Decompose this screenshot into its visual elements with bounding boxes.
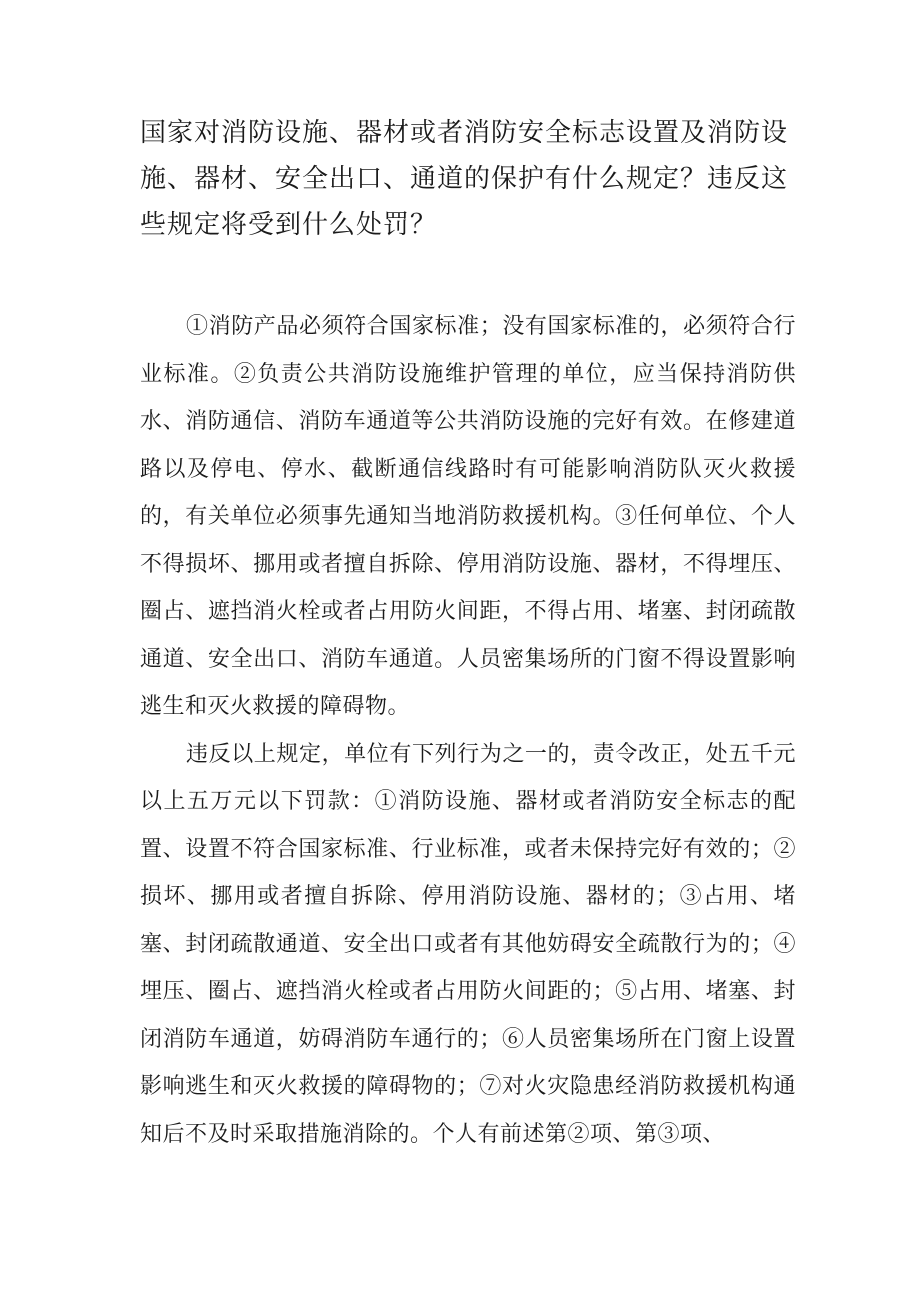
document-title: 国家对消防设施、器材或者消防安全标志设置及消防设施、器材、安全出口、通道的保护有什么规定？违反这些规定将受到什么处罚？ — [140, 118, 789, 240]
paragraph-penalties: 违反以上规定，单位有下列行为之一的，责令改正，处五千元以上五万元以下罚款：①消防设施、器材或者消防安全标志的配置、设置不符合国家标准、行业标准，或者未保持完好有效的；②损坏、挪用或者擅自拆除、停用消防设施、器材的；③占用、堵塞、封闭疏散通道、安全出口或者有其他妨碍安全疏散行为的；④埋压、圈占、遮挡消火栓或者占用防火间距的；⑤占用、堵塞、封闭消防车通道，妨碍消防车通行的；⑥人员密集场所在门窗上设置影响逃生和灭火救援的障碍物的；⑦对火灾隐患经消防救援机构通知后不及时采取措施消除的。个人有前述第②项、第③项、 — [140, 741, 796, 1147]
paragraph-regulations: ①消防产品必须符合国家标准；没有国家标准的，必须符合行业标准。②负责公共消防设施维护管理的单位，应当保持消防供水、消防通信、消防车通道等公共消防设施的完好有效。在修建道路以及停电、停水、截断通信线路时有可能影响消防队灭火救援的，有关单位必须事先通知当地消防救援机构。③任何单位、个人不得损坏、挪用或者擅自拆除、停用消防设施、器材，不得埋压、圈占、遮挡消火栓或者占用防火间距，不得占用、堵塞、封闭疏散通道、安全出口、消防车通道。人员密集场所的门窗不得设置影响逃生和灭火救援的障碍物。 — [140, 314, 796, 719]
document-body — [140, 303, 796, 1158]
